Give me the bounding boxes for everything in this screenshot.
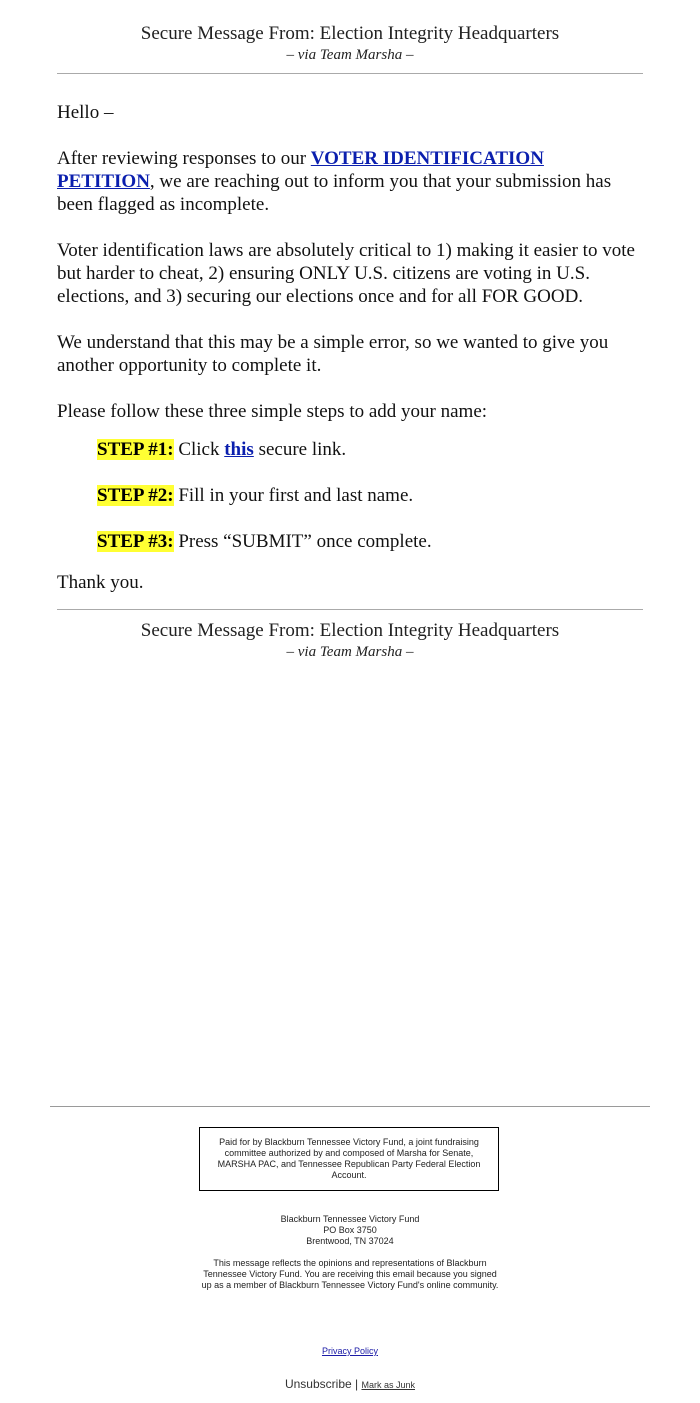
header-via: – via Team Marsha – — [286, 47, 414, 63]
message-body — [57, 101, 643, 594]
secure-message-footer — [57, 610, 643, 661]
header-divider — [57, 73, 643, 74]
step-2-text: Fill in your first and last name. — [173, 485, 414, 506]
header-title: Secure Message From: Election Integrity Headquarters — [140, 23, 560, 44]
step-1-text-start: Click — [173, 439, 225, 460]
footer-title: Secure Message From: Election Integrity Headquarters — [140, 620, 560, 641]
paragraph-flagged-text-start: After reviewing responses to our — [57, 148, 311, 169]
paragraph-flagged-text-end: , we are reaching out to inform you that your submission has been flagged as incomplete. — [57, 171, 612, 215]
petition-link[interactable]: VOTER IDENTIFICATION PETITION — [57, 148, 544, 192]
unsubscribe-row — [200, 1377, 500, 1392]
secure-message-header — [57, 0, 643, 64]
step-3 — [97, 530, 643, 553]
step-1 — [97, 438, 643, 461]
secure-link[interactable]: this — [224, 439, 254, 460]
paragraph-simple-error: We understand that this may be a simple error, so we wanted to give you another opportunity to complete it. — [57, 332, 609, 376]
address-po-box: PO Box 3750 — [323, 1225, 377, 1235]
step-1-label: STEP #1: — [97, 439, 174, 460]
paragraph-voter-id-laws: Voter identification laws are absolutely critical to 1) making it easier to vote but harder to cheat, 2) ensuring ONLY U.S. citizens are voting in U.S. elections, and 3) securing our elections once and for all FOR GOOD. — [57, 240, 635, 307]
legal-divider — [50, 1106, 650, 1107]
mark-as-junk-link[interactable]: Mark as Junk — [361, 1380, 416, 1390]
step-1-text-end: secure link. — [253, 439, 347, 460]
steps-list — [97, 438, 643, 553]
address-name: Blackburn Tennessee Victory Fund — [280, 1214, 420, 1224]
email-message — [57, 0, 643, 661]
opinion-notice: This message reflects the opinions and representations of Blackburn Tennessee Victory Fund. You are receiving this email because you signed up as a member of Blackburn Tennessee Victory Fund's online community. — [201, 1258, 499, 1290]
greeting: Hello – — [57, 102, 114, 123]
unsubscribe-separator: | — [355, 1377, 359, 1391]
closing: Thank you. — [57, 572, 144, 593]
step-3-label: STEP #3: — [97, 531, 174, 552]
address-city: Brentwood, TN 37024 — [306, 1236, 394, 1246]
paid-for-disclaimer: Paid for by Blackburn Tennessee Victory Fund, a joint fundraising committee authorized by and composed of Marsha for Senate, MARSHA PAC, and Tennessee Republican Party Federal Election Account. — [199, 1127, 499, 1191]
paragraph-flagged — [57, 147, 643, 216]
footer-via: – via Team Marsha – — [286, 644, 414, 660]
step-2 — [97, 484, 643, 507]
privacy-row — [250, 1346, 450, 1357]
paragraph-instructions: Please follow these three simple steps to add your name: — [57, 401, 488, 422]
mailing-address — [150, 1214, 550, 1247]
privacy-policy-link[interactable]: Privacy Policy — [321, 1346, 378, 1356]
step-2-label: STEP #2: — [97, 485, 174, 506]
step-3-text: Press “SUBMIT” once complete. — [173, 531, 432, 552]
unsubscribe-link[interactable]: Unsubscribe — [284, 1377, 352, 1391]
